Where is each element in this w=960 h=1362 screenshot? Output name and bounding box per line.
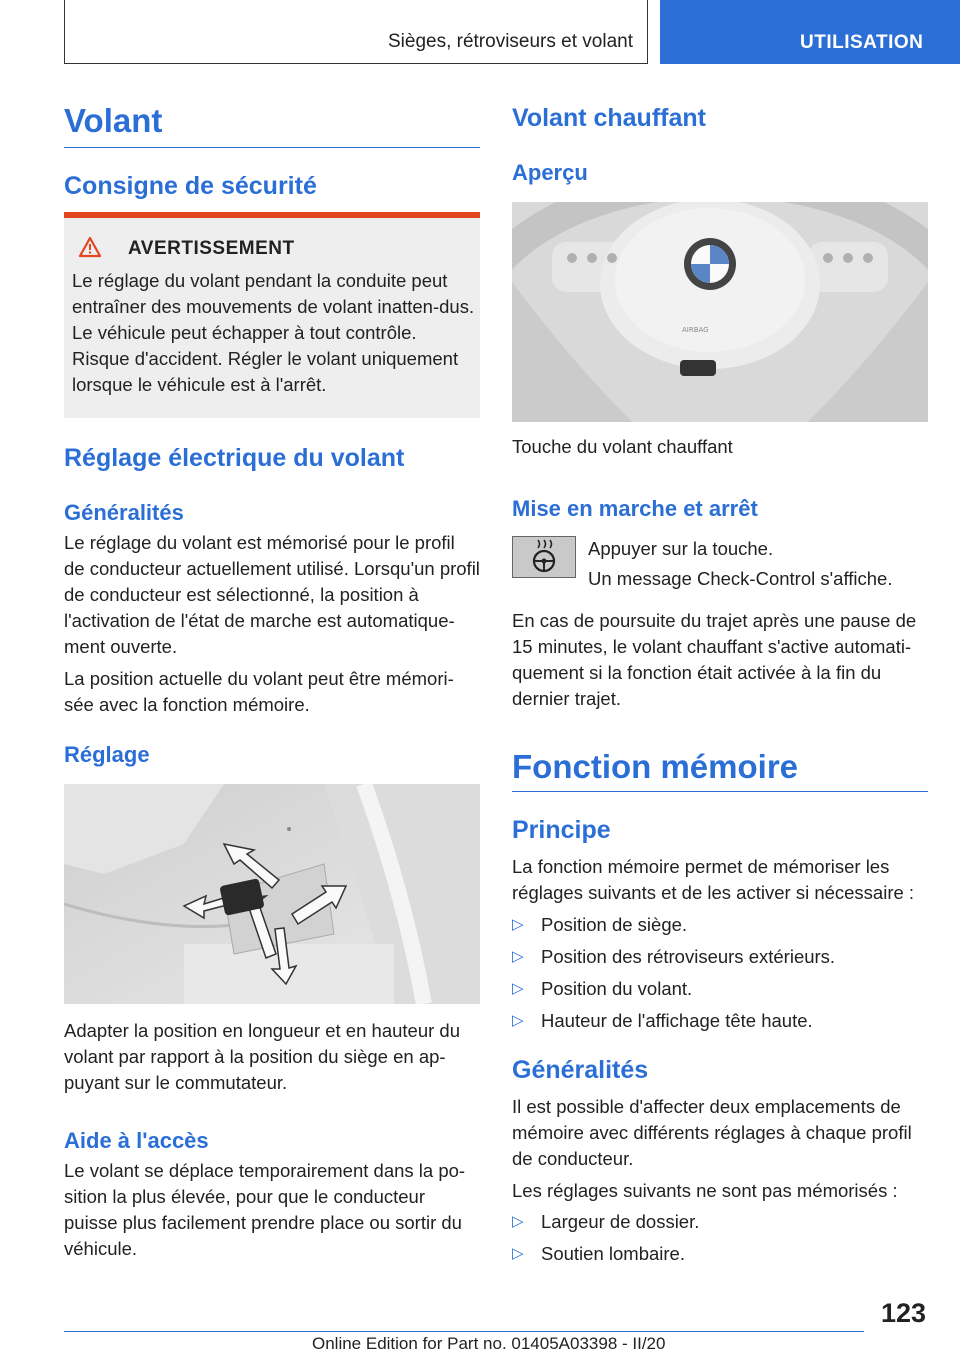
heated-steering-wheel-photo [512, 202, 928, 422]
triangle-right-icon: ▷ [512, 916, 524, 933]
heading-rule [512, 791, 928, 792]
paragraph-generalites-memoire-1: Il est possible d'affecter deux emplacements de mémoire avec différents réglages à chaque profil de conducteur. [512, 1096, 912, 1169]
heading-generalites-right: Généralités [512, 1056, 649, 1084]
airbag-marking: AIRBAG [682, 326, 709, 334]
warning-box [64, 212, 480, 418]
triangle-right-icon: ▷ [512, 980, 524, 997]
paragraph-reglage: Adapter la position en longueur et en hauteur du volant par rapport à la position du siège en ap-puyant sur le commutateur. [64, 1020, 460, 1093]
heading-fonction-memoire: Fonction mémoire [512, 748, 799, 785]
triangle-right-icon: ▷ [512, 1213, 524, 1230]
triangle-right-icon: ▷ [512, 1245, 524, 1262]
footer-rule [64, 1331, 864, 1332]
heading-volant: Volant [64, 102, 163, 139]
steering-column-switch-photo [64, 784, 480, 1004]
step-message: Un message Check-Control s'affiche. [588, 568, 893, 589]
triangle-right-icon: ▷ [512, 1012, 524, 1029]
footer-edition: Online Edition for Part no. 01405A03398 - II/20 [312, 1334, 666, 1353]
header-chapter-title: UTILISATION [800, 32, 924, 53]
paragraph-generalites-memoire-2: Les réglages suivants ne sont pas mémorisés : [512, 1180, 898, 1201]
heading-generalites-left: Généralités [64, 500, 184, 525]
step-appuyer: Appuyer sur la touche. [588, 538, 774, 559]
header-section-title: Sièges, rétroviseurs et volant [387, 31, 633, 52]
heading-reglage-electrique: Réglage électrique du volant [64, 444, 405, 472]
paragraph-generalites-2: La position actuelle du volant peut être mémori-sée avec la fonction mémoire. [64, 668, 454, 715]
heading-reglage: Réglage [64, 742, 150, 767]
heading-aide-acces: Aide à l'accès [64, 1128, 209, 1153]
heading-rule [64, 147, 480, 148]
triangle-right-icon: ▷ [512, 948, 524, 965]
header-chapter-tab[interactable] [660, 0, 960, 64]
heading-consigne: Consigne de sécurité [64, 172, 317, 200]
page-number: 123 [880, 1298, 926, 1328]
paragraph-aide-acces: Le volant se déplace temporairement dans la po-sition la plus élevée, pour que le conducteur puisse plus facilement prendre place ou sortir du véhicule. [64, 1160, 466, 1259]
caption-apercu: Touche du volant chauffant [512, 436, 733, 457]
paragraph-principe: La fonction mémoire permet de mémoriser les réglages suivants et de les activer si nécessaire : [512, 856, 915, 903]
heading-apercu: Aperçu [512, 160, 588, 185]
heading-principe: Principe [512, 816, 611, 844]
heading-mise-en-marche: Mise en marche et arrêt [512, 496, 758, 521]
header-section-box [64, 0, 648, 64]
heated-steering-wheel-icon [512, 536, 576, 578]
paragraph-mise-en-marche: En cas de poursuite du trajet après une pause de 15 minutes, le volant chauffant s'active automati-quement si la fonction était activée à la fin du dernier trajet. [512, 610, 917, 709]
warning-triangle-icon [78, 236, 102, 258]
warning-text: Le réglage du volant pendant la conduite peut entraîner des mouvements de volant inatten-dus. Le véhicule peut échapper à tout contrôle. Risque d'accident. Régler le volant uniquement lorsque le véhicule est à l'arrêt. [72, 270, 475, 395]
warning-bar [64, 212, 480, 218]
heading-volant-chauffant: Volant chauffant [512, 104, 706, 132]
paragraph-generalites-1: Le réglage du volant est mémorisé pour le profil de conducteur actuellement utilisé. Lorsqu'un profil de conducteur est sélectionné, la position à l'activation de l'état de marche est automatique-ment ouverte. [64, 532, 480, 657]
warning-title: AVERTISSEMENT [128, 238, 295, 259]
